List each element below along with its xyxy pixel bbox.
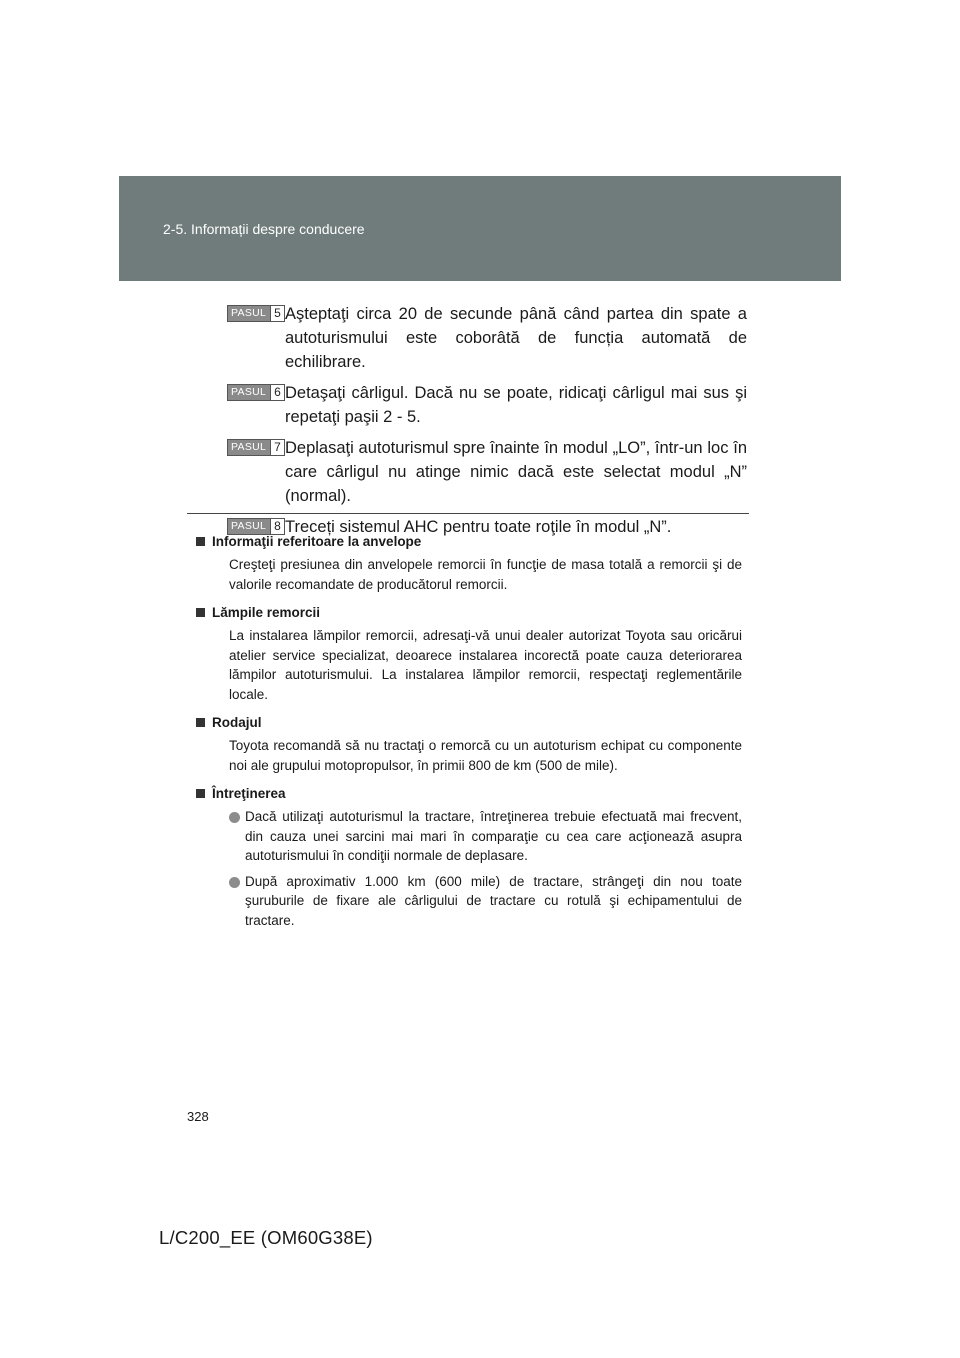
square-bullet-icon [196, 789, 205, 798]
note-body: Toyota recomandă să nu tractaţi o remorcă cu un autoturism echipat cu componente noi ale grupului motopropulsor, în primii 800 de km (500 de mile). [229, 738, 742, 773]
step-5 [227, 302, 747, 374]
note-title [196, 532, 742, 551]
note-lamps [212, 603, 742, 704]
step-text: Detaşaţi cârligul. Dacă nu se poate, ridicaţi cârligul mai sus şi repetaţi paşii 2 - 5. [285, 384, 747, 426]
square-bullet-icon [196, 608, 205, 617]
note-body: La instalarea lămpilor remorcii, adresaţi-vă unui dealer autorizat Toyota sau oricărui atelier service specializat, deoarece instalarea incorectă poate cauza deteriorarea lămpilor autoturismului. La instalarea lămpilor remorcii, respectaţi reglementările locale. [229, 628, 742, 702]
list-item [229, 872, 742, 931]
note-title [196, 784, 742, 803]
step-badge-number: 5 [270, 306, 284, 321]
note-title-text: Întreţinerea [212, 786, 286, 801]
note-tires [212, 532, 742, 594]
note-title [196, 603, 742, 622]
step-badge [227, 439, 285, 456]
section-header-band [119, 176, 841, 281]
step-6 [227, 381, 747, 429]
step-7 [227, 436, 747, 508]
step-text: Deplasaţi autoturismul spre înainte în modul „LO”, într-un loc în care cârligul nu atinge nimic dacă este selectat modul „N” (normal). [285, 439, 747, 505]
circle-bullet-icon [229, 877, 240, 888]
note-body: Creşteţi presiunea din anvelopele remorcii în funcţie de masa totală a remorcii şi de valorile recomandate de producătorul remorcii. [229, 557, 742, 592]
circle-bullet-icon [229, 812, 240, 823]
square-bullet-icon [196, 537, 205, 546]
list-item [229, 807, 742, 866]
step-badge-label: PASUL [228, 385, 270, 400]
section-title: 2-5. Informații despre conducere [163, 221, 365, 237]
step-badge-number: 6 [270, 385, 284, 400]
step-text: Aşteptaţi circa 20 de secunde până când partea din spate a autoturismului este coborâtă de funcția automată de echilibrare. [285, 305, 747, 371]
document-code: L/C200_EE (OM60G38E) [159, 1227, 373, 1248]
step-badge [227, 384, 285, 401]
note-title [196, 713, 742, 732]
step-badge-label: PASUL [228, 440, 270, 455]
list-item-text: După aproximativ 1.000 km (600 mile) de tractare, strângeţi din nou toate şuruburile de fixare ale cârligului de tractare cu rotulă şi echipamentului de tractare. [245, 873, 742, 928]
section-divider [187, 513, 749, 514]
step-list [227, 302, 747, 546]
note-maintenance [212, 784, 742, 930]
square-bullet-icon [196, 718, 205, 727]
step-badge-label: PASUL [228, 519, 270, 534]
note-title-text: Rodajul [212, 715, 262, 730]
note-breakin [212, 713, 742, 775]
note-title-text: Informaţii referitoare la anvelope [212, 534, 422, 549]
notes-section [212, 532, 742, 939]
step-badge-number: 7 [270, 440, 284, 455]
step-badge-number: 8 [270, 519, 284, 534]
step-text: Treceți sistemul AHC pentru toate roţile în modul „N”. [285, 518, 672, 536]
note-title-text: Lămpile remorcii [212, 605, 321, 620]
step-badge [227, 305, 285, 322]
page-number: 328 [187, 1109, 209, 1124]
step-badge-label: PASUL [228, 306, 270, 321]
list-item-text: Dacă utilizaţi autoturismul la tractare, întreţinerea trebuie efectuată mai frecvent, din cauza unei sarcini mai mari în comparaţie cu cea care acţionează asupra autoturismului în condiţii normale de deplasare. [245, 809, 742, 863]
